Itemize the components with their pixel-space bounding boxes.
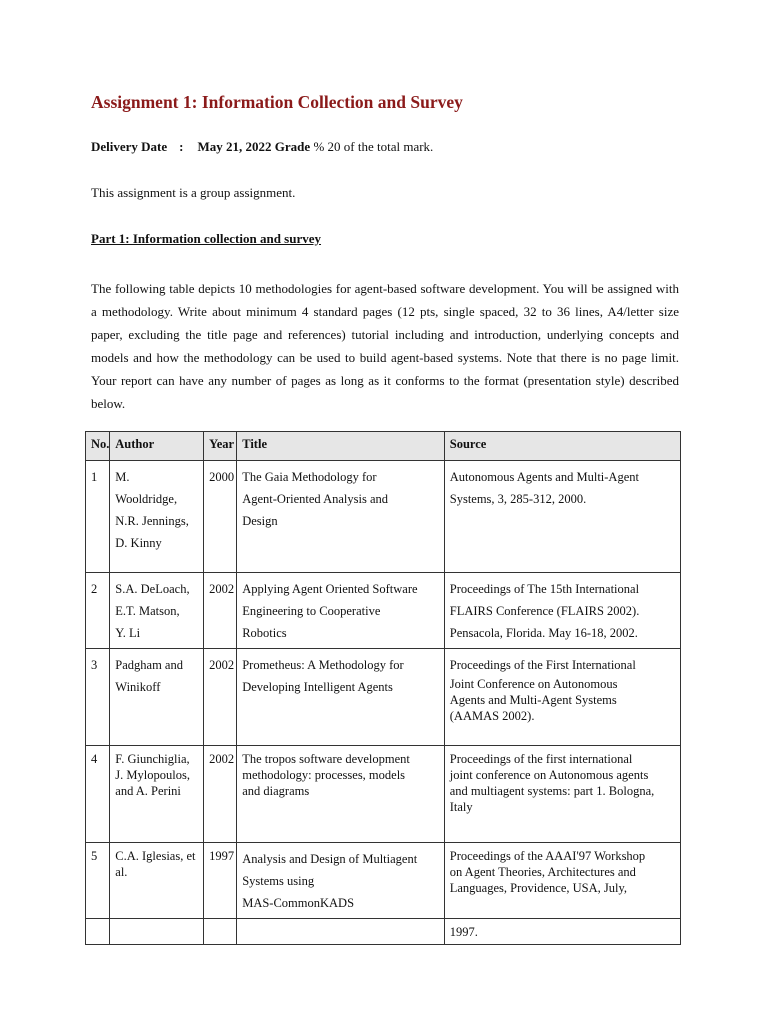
author-line: Wooldridge,	[115, 492, 178, 506]
cell-title	[237, 573, 445, 649]
source-line: Autonomous Agents and Multi-Agent	[449, 470, 639, 484]
header-source: Source	[444, 432, 680, 461]
title-line: Robotics	[242, 626, 287, 640]
cell-no: 1	[86, 461, 110, 573]
title-line: and diagrams	[242, 784, 310, 798]
cell-no: 2	[86, 573, 110, 649]
cell-title	[237, 461, 445, 573]
cell-author	[110, 573, 204, 649]
author-line: al.	[115, 865, 128, 879]
title-line: Design	[242, 514, 278, 528]
title-line: MAS-CommonKADS	[242, 896, 355, 910]
part-1-heading: Part 1: Information collection and survey	[91, 231, 322, 246]
table-row	[86, 919, 681, 945]
author-line: Y. Li	[115, 626, 141, 640]
header-title: Title	[237, 432, 445, 461]
source-line: Pensacola, Florida. May 16-18, 2002.	[449, 626, 638, 640]
title-line: Agent-Oriented Analysis and	[242, 492, 389, 506]
table-row	[86, 649, 681, 746]
author-line: Padgham and	[115, 658, 183, 672]
author-line: D. Kinny	[115, 536, 162, 550]
source-line: Languages, Providence, USA, July,	[449, 881, 628, 895]
source-line: FLAIRS Conference (FLAIRS 2002).	[449, 604, 640, 618]
author-line: C.A. Iglesias, et	[115, 849, 196, 863]
grade-label: Grade	[274, 139, 311, 154]
header-year: Year	[204, 432, 237, 461]
title-line: Developing Intelligent Agents	[242, 680, 393, 694]
cell-no: 3	[86, 649, 110, 746]
cell-source	[444, 649, 680, 746]
cell-source	[444, 573, 680, 649]
cell-source	[444, 843, 680, 919]
author-line: S.A. DeLoach,	[115, 582, 190, 596]
table-row	[86, 573, 681, 649]
grade-value: % 20 of the total mark.	[313, 139, 434, 154]
source-line: Proceedings of the AAAI'97 Workshop	[449, 849, 646, 863]
delivery-date-label: Delivery Date	[91, 139, 168, 154]
cell-title	[237, 919, 445, 945]
cell-year	[204, 919, 237, 945]
title-line: The tropos software development	[242, 752, 410, 766]
table-row	[86, 843, 681, 919]
cell-year: 2002	[204, 649, 237, 746]
cell-year: 2002	[204, 573, 237, 649]
cell-author	[110, 461, 204, 573]
title-line: Analysis and Design of Multiagent	[242, 852, 418, 866]
author-line: and A. Perini	[115, 784, 181, 798]
source-line: 1997.	[449, 925, 478, 939]
source-line: (AAMAS 2002).	[449, 709, 535, 723]
cell-year: 2002	[204, 746, 237, 843]
cell-no	[86, 919, 110, 945]
source-line: Proceedings of the First International	[449, 658, 636, 672]
source-line: Systems, 3, 285-312, 2000.	[449, 492, 587, 506]
source-line: Joint Conference on Autonomous	[449, 677, 618, 691]
author-line: F. Giunchiglia,	[115, 752, 190, 766]
cell-author	[110, 919, 204, 945]
source-line: Proceedings of The 15th International	[449, 582, 640, 596]
author-line: E.T. Matson,	[115, 604, 180, 618]
title-line: Applying Agent Oriented Software	[242, 582, 418, 596]
author-line: J. Mylopoulos,	[115, 768, 190, 782]
delivery-colon: :	[179, 139, 184, 154]
title-line: Engineering to Cooperative	[242, 604, 381, 618]
author-line: Winikoff	[115, 680, 161, 694]
author-line: N.R. Jennings,	[115, 514, 189, 528]
source-line: on Agent Theories, Architectures and	[449, 865, 636, 879]
source-line: Proceedings of the first international	[449, 752, 633, 766]
cell-title	[237, 843, 445, 919]
cell-source	[444, 919, 680, 945]
table-row	[86, 461, 681, 573]
group-assignment-note: This assignment is a group assignment.	[91, 185, 296, 200]
cell-source	[444, 746, 680, 843]
cell-author	[110, 746, 204, 843]
cell-title	[237, 746, 445, 843]
author-line: M.	[115, 470, 130, 484]
cell-no: 5	[86, 843, 110, 919]
header-author: Author	[110, 432, 204, 461]
title-line: The Gaia Methodology for	[242, 470, 377, 484]
delivery-date-value: May 21, 2022	[197, 139, 272, 154]
cell-title	[237, 649, 445, 746]
cell-year: 1997	[204, 843, 237, 919]
source-line: Italy	[449, 800, 473, 814]
title-line: Systems using	[242, 874, 315, 888]
cell-source	[444, 461, 680, 573]
title-line: Prometheus: A Methodology for	[242, 658, 404, 672]
cell-year: 2000	[204, 461, 237, 573]
document-title: Assignment 1: Information Collection and Survey	[91, 92, 463, 112]
source-line: joint conference on Autonomous agents	[449, 768, 649, 782]
title-line: methodology: processes, models	[242, 768, 406, 782]
source-line: and multiagent systems: part 1. Bologna,	[449, 784, 655, 798]
assignment-description: The following table depicts 10 methodologies for agent-based software development. You will be assigned with a methodology. Write about minimum 4 standard pages (12 pts, single spaced, 32 to 36 lines, A4/letter size paper, excluding the title page and references) tutorial including and introduction, underlying concepts and models and how the methodology can be used to build agent-based systems. Note that there is no page limit. Your report can have any number of pages as long as it conforms to the format (presentation style) described below.	[91, 281, 679, 411]
table-row	[86, 746, 681, 843]
table-header-row	[86, 432, 681, 461]
delivery-line	[91, 139, 433, 155]
source-line: Agents and Multi-Agent Systems	[449, 693, 617, 707]
methodology-table	[85, 431, 681, 945]
cell-author	[110, 649, 204, 746]
cell-author	[110, 843, 204, 919]
header-no: No.	[86, 432, 110, 461]
cell-no: 4	[86, 746, 110, 843]
